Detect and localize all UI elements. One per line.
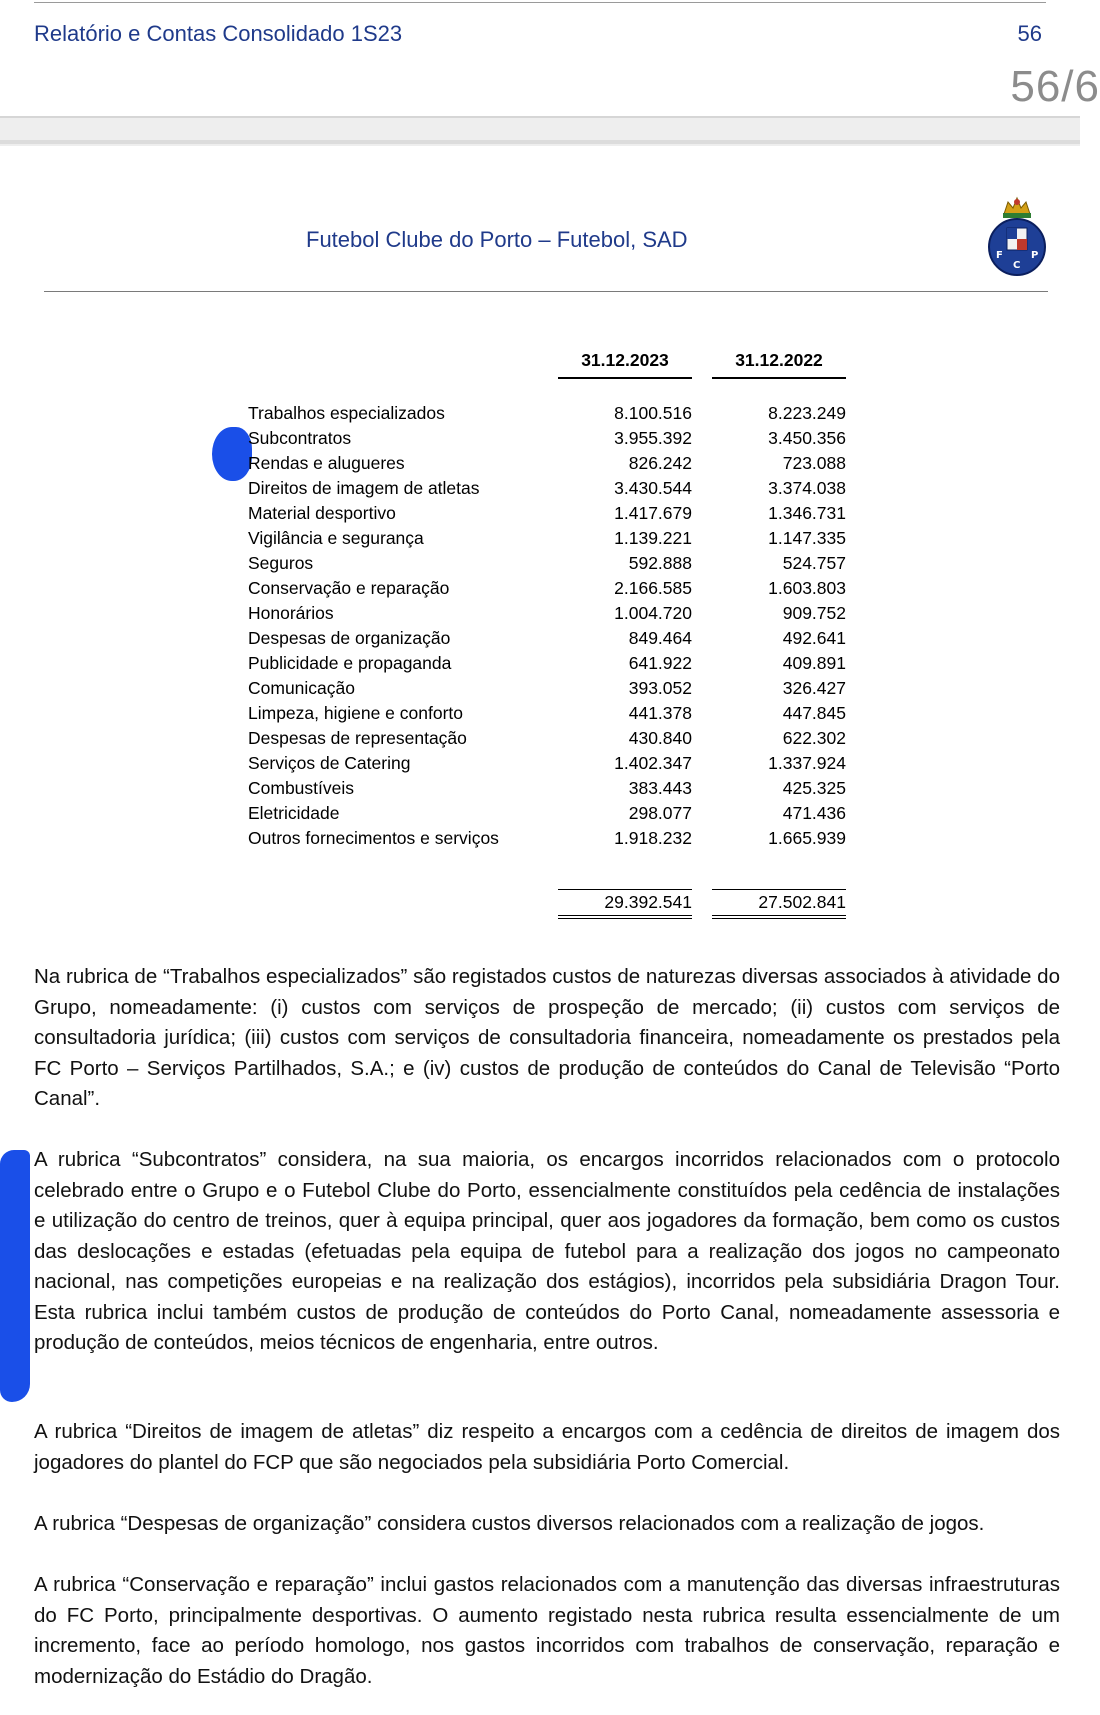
paragraph-direitos-imagem: A rubrica “Direitos de imagem de atletas” diz respeito a encargos com a cedência de direitos de imagem dos jogadores do plantel do FCP que são negociados pela subsidiária Porto Comercial. [34, 1420, 1060, 1474]
row-value-2023: 849.464 [628, 628, 692, 648]
row-label: Seguros [248, 553, 314, 573]
viewer-page-indicator: 56/6 [1010, 62, 1100, 111]
row-value-2022: 3.450.356 [768, 428, 846, 448]
table-row [248, 676, 846, 701]
row-label: Trabalhos especializados [248, 403, 445, 423]
total-2022: 27.502.841 [712, 890, 846, 918]
row-label: Eletricidade [248, 803, 340, 823]
row-label: Despesas de organização [248, 628, 451, 648]
table-header-row [248, 348, 846, 378]
table-row [248, 526, 846, 551]
table-row [248, 826, 846, 851]
table-row [248, 801, 846, 826]
paragraph-conservacao-reparacao: A rubrica “Conservação e reparação” inclui gastos relacionados com a manutenção das diversas infraestruturas do FC Porto, principalmente desportivas. O aumento registado nesta rubrica resulta essencialmente de um incremento, face ao período homologo, nos gastos incorridos com trabalhos de conservação, reparação e modernização do Estádio do Dragão. [34, 1573, 1060, 1688]
row-label: Serviços de Catering [248, 753, 411, 773]
row-value-2023: 592.888 [628, 553, 692, 573]
svg-text:F: F [996, 250, 1003, 261]
row-label: Honorários [248, 603, 334, 623]
row-label: Publicidade e propaganda [248, 653, 452, 673]
table-header-label [248, 348, 558, 378]
table-row [248, 751, 846, 776]
row-label: Outros fornecimentos e serviços [248, 828, 499, 848]
row-label: Material desportivo [248, 503, 396, 523]
row-value-2023: 826.242 [628, 453, 692, 473]
highlight-bar [0, 1150, 30, 1402]
row-value-2022: 524.757 [782, 553, 846, 573]
column-header-2023: 31.12.2023 [558, 348, 692, 378]
row-value-2023: 1.402.347 [614, 753, 692, 773]
row-value-2022: 909.752 [782, 603, 846, 623]
row-value-2022: 1.665.939 [768, 828, 846, 848]
row-value-2022: 723.088 [782, 453, 846, 473]
table-row [248, 451, 846, 476]
table-row [248, 476, 846, 501]
table-row [248, 576, 846, 601]
svg-text:P: P [1031, 250, 1039, 261]
row-value-2022: 3.374.038 [768, 478, 846, 498]
fc-porto-crest-icon [986, 192, 1048, 278]
row-value-2022: 447.845 [782, 703, 846, 723]
page-separator-shadow [0, 140, 1080, 144]
paragraph-despesas-organizacao: A rubrica “Despesas de organização” considera custos diversos relacionados com a realização de jogos. [34, 1512, 985, 1535]
column-header-2022: 31.12.2022 [712, 348, 846, 378]
top-rule [34, 2, 1046, 3]
highlight-scribble [212, 427, 252, 481]
row-value-2023: 3.430.544 [614, 478, 692, 498]
row-value-2022: 8.223.249 [768, 403, 846, 423]
row-value-2022: 492.641 [782, 628, 846, 648]
row-label: Conservação e reparação [248, 578, 450, 598]
row-value-2022: 1.337.924 [768, 753, 846, 773]
table-body [248, 378, 846, 851]
row-value-2023: 1.004.720 [614, 603, 692, 623]
section-title-rule [44, 291, 1048, 292]
row-label: Subcontratos [248, 428, 352, 448]
document-page-number: 56 [1017, 21, 1042, 46]
row-value-2023: 1.139.221 [614, 528, 692, 548]
row-value-2023: 383.443 [628, 778, 692, 798]
row-label: Despesas de representação [248, 728, 467, 748]
table-row [248, 626, 846, 651]
total-2023: 29.392.541 [558, 890, 692, 918]
row-label: Direitos de imagem de atletas [248, 478, 480, 498]
row-value-2023: 441.378 [628, 703, 692, 723]
row-value-2023: 2.166.585 [614, 578, 692, 598]
row-value-2023: 1.918.232 [614, 828, 692, 848]
row-value-2023: 1.417.679 [614, 503, 692, 523]
document-header-title: Relatório e Contas Consolidado 1S23 [34, 21, 403, 46]
section-title: Futebol Clube do Porto – Futebol, SAD [306, 227, 688, 252]
row-value-2022: 326.427 [782, 678, 846, 698]
row-value-2022: 1.346.731 [768, 503, 846, 523]
row-label: Limpeza, higiene e conforto [248, 703, 463, 723]
row-value-2022: 622.302 [782, 728, 846, 748]
table-row [248, 401, 846, 426]
table-row [248, 776, 846, 801]
table-row [248, 701, 846, 726]
table-row [248, 426, 846, 451]
svg-text:C: C [1013, 260, 1021, 271]
table-row [248, 601, 846, 626]
row-value-2023: 393.052 [628, 678, 692, 698]
row-value-2023: 298.077 [628, 803, 692, 823]
expenses-table [248, 348, 846, 919]
table-row [248, 651, 846, 676]
table-row [248, 501, 846, 526]
table-row [248, 551, 846, 576]
row-value-2023: 430.840 [628, 728, 692, 748]
row-value-2023: 3.955.392 [614, 428, 692, 448]
row-value-2022: 471.436 [782, 803, 846, 823]
row-value-2022: 1.603.803 [768, 578, 846, 598]
table-total-row [248, 890, 846, 918]
row-label: Vigilância e segurança [248, 528, 424, 548]
row-value-2022: 1.147.335 [768, 528, 846, 548]
paragraph-trabalhos-especializados: Na rubrica de “Trabalhos especializados” são registados custos de naturezas diversas associados à atividade do Grupo, nomeadamente: (i) custos com serviços de prospeção de mercado; (ii) custos com serviços de consultadoria jurídica; (iii) custos com serviços de consultadoria financeira, nomeadamente os prestados pela FC Porto – Serviços Partilhados, S.A.; e (iv) custos de produção de conteúdos do Canal de Televisão “Porto Canal”. [34, 965, 1060, 1110]
table-row [248, 726, 846, 751]
row-value-2023: 8.100.516 [614, 403, 692, 423]
row-value-2023: 641.922 [628, 653, 692, 673]
row-label: Combustíveis [248, 778, 355, 798]
row-label: Rendas e alugueres [248, 453, 405, 473]
row-label: Comunicação [248, 678, 355, 698]
paragraph-subcontratos: A rubrica “Subcontratos” considera, na sua maioria, os encargos incorridos relacionados com o protocolo celebrado entre o Grupo e o Futebol Clube do Porto, essencialmente constituídos pela cedência de instalações e utilização do centro de treinos, quer à equipa principal, quer aos jogadores da formação, bem como os custos das deslocações e estadas (efetuadas pela equipa de futebol para a realização dos jogos no campeonato nacional, nas competições europeias e na realização dos estágios), incorridos pela subsidiária Dragon Tour. Esta rubrica inclui também custos de produção de conteúdos do Porto Canal, nomeadamente assessoria e produção de conteúdos, meios técnicos de engenharia, entre outros. [34, 1148, 1060, 1354]
row-value-2022: 409.891 [782, 653, 846, 673]
row-value-2022: 425.325 [782, 778, 846, 798]
